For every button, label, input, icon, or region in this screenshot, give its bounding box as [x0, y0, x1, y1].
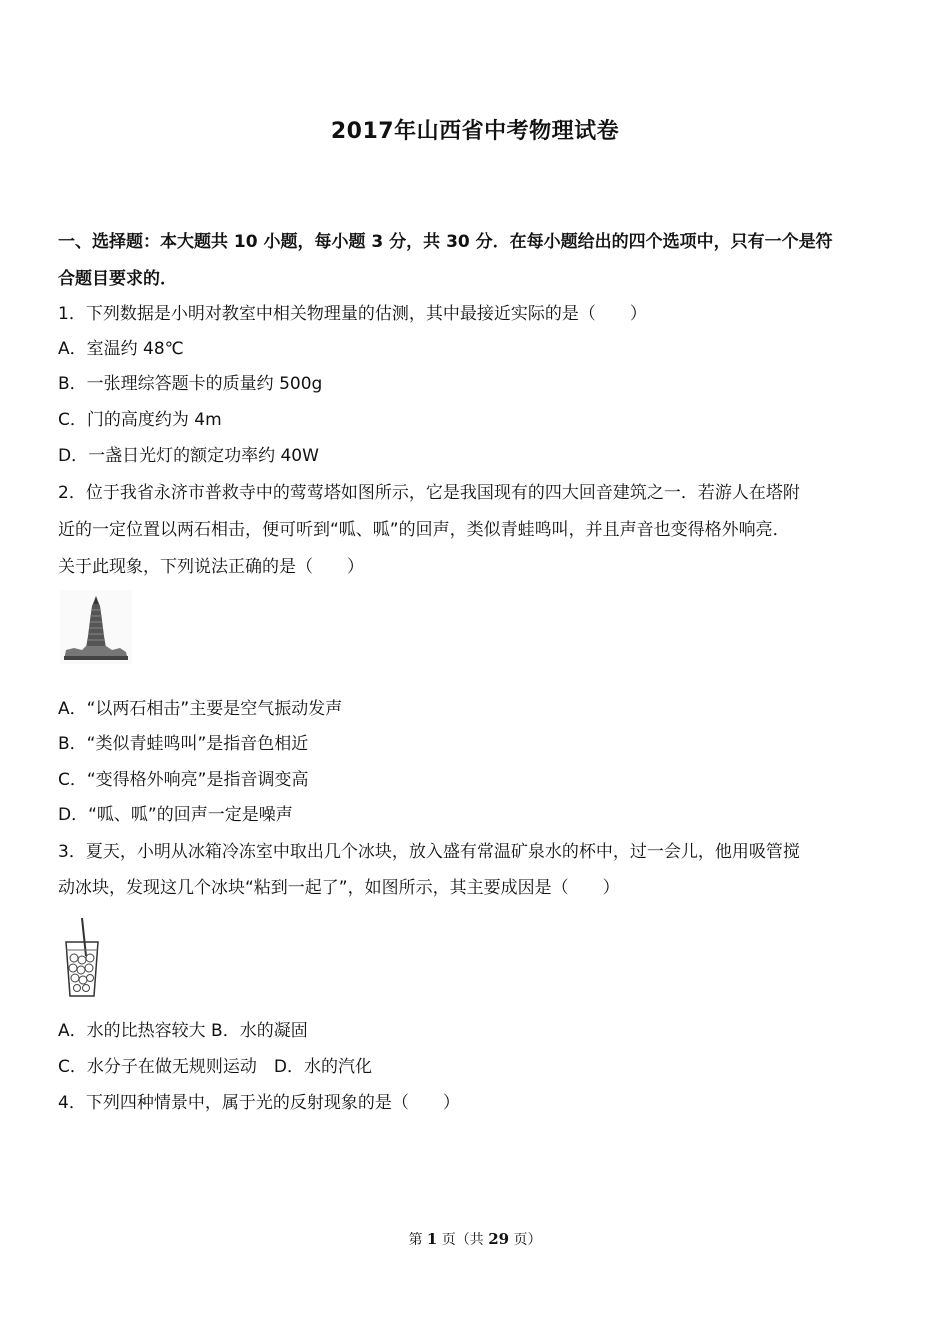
cup-with-ice-figure: [60, 916, 104, 1000]
page-footer: [0, 1229, 950, 1249]
question-3-options-ab: A．水的比热容较大 B．水的凝固: [58, 1021, 308, 1041]
footer-prefix: 第: [408, 1232, 427, 1248]
question-1-option-a: A．室温约 48℃: [58, 339, 184, 359]
question-2-stem-line-3: 关于此现象，下列说法正确的是（ ）: [58, 557, 364, 577]
question-3-stem-line-2: 动冰块，发现这几个冰块“粘到一起了”，如图所示，其主要成因是（ ）: [58, 878, 620, 898]
question-2-option-c: C．“变得格外响亮”是指音调变高: [58, 770, 309, 790]
pagoda-figure: [60, 590, 132, 664]
section-heading-line-2: 合题目要求的．: [58, 269, 177, 289]
footer-middle: 页（共: [437, 1232, 489, 1248]
question-4-stem: 4．下列四种情景中，属于光的反射现象的是（ ）: [58, 1093, 460, 1113]
footer-total-pages: 29: [488, 1230, 510, 1248]
question-2-stem-line-2: 近的一定位置以两石相击，便可听到“呱、呱”的回声，类似青蛙鸣叫，并且声音也变得格外响亮．: [58, 520, 790, 540]
question-1-option-d: D．一盏日光灯的额定功率约 40W: [58, 446, 319, 466]
footer-suffix: 页）: [509, 1232, 542, 1248]
question-2-stem-line-1: 2．位于我省永济市普救寺中的莺莺塔如图所示，它是我国现有的四大回音建筑之一．若游人在塔附: [58, 483, 800, 503]
question-3-options-cd: C．水分子在做无规则运动 D．水的汽化: [58, 1057, 372, 1077]
section-heading-line-1: 一、选择题：本大题共 10 小题，每小题 3 分，共 30 分．在每小题给出的四个选项中，只有一个是符: [58, 232, 833, 252]
question-1-option-b: B．一张理综答题卡的质量约 500g: [58, 374, 323, 394]
footer-page-number: 1: [426, 1230, 438, 1248]
question-2-option-a: A．“以两石相击”主要是空气振动发声: [58, 699, 343, 719]
question-3-stem-line-1: 3．夏天，小明从冰箱冷冻室中取出几个冰块，放入盛有常温矿泉水的杯中，过一会儿，他用吸管搅: [58, 842, 800, 862]
question-2-option-b: B．“类似青蛙鸣叫”是指音色相近: [58, 734, 309, 754]
question-1-option-c: C．门的高度约为 4m: [58, 410, 222, 430]
page-title: 2017年山西省中考物理试卷: [330, 119, 620, 144]
question-2-option-d: D．“呱、呱”的回声一定是噪声: [58, 805, 293, 825]
question-1-stem: 1．下列数据是小明对教室中相关物理量的估测，其中最接近实际的是（ ）: [58, 304, 647, 324]
